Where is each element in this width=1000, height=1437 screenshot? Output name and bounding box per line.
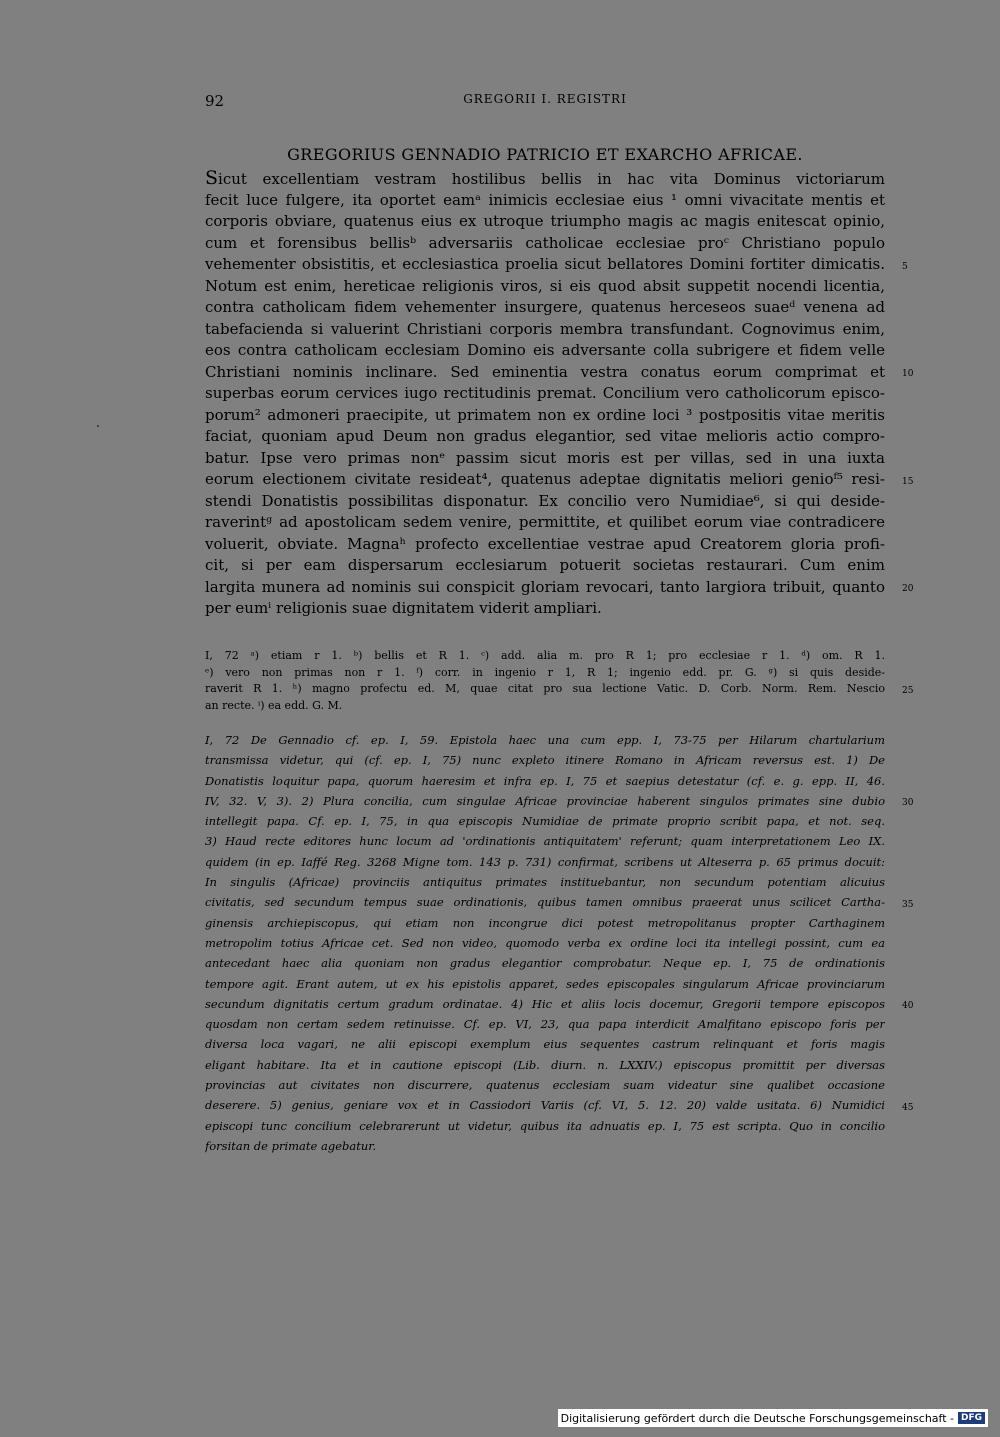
commentary-line: civitatis, sed secundum tempus suae ordinationis, quibus tamen omnibus praeerat unus scilicet Cartha- — [205, 895, 885, 910]
commentary-line: IV, 32. V, 3). 2) Plura concilia, cum singulae Africae provinciae haberent singulos primates sine dubio — [205, 793, 885, 808]
commentary-line: intellegit papa. Cf. ep. I, 75, in qua episcopis Numidiae de primate proprio scribit papa, et not. seq. — [205, 814, 885, 829]
body-line: stendi Donatistis possibilitas disponatur. Ex concilio vero Numidiae⁶, si qui deside- — [205, 491, 885, 510]
body-line: corporis obviare, quatenus eius ex utroque triumpho magis ac magis enitescat opinio, — [205, 212, 885, 230]
body-line: Notum est enim, hereticae religionis viros, si eis quod absit suppetit nocendi licentia, — [205, 276, 885, 295]
commentary-line: eligant habitare. Ita et in cautione episcopi (Lib. diurn. n. LXXIV.) episcopus promittit per diversas — [205, 1057, 885, 1072]
margin-line-number: 30 — [902, 798, 914, 808]
body-line: porum² admoneri praecipite, ut primatem non ex ordine loci ³ postpositis vitae meritis — [205, 405, 885, 424]
margin-line-number: 35 — [902, 899, 914, 910]
commentary-line: 3) Haud recte editores hunc locum ad 'ordinationis antiquitatem' referunt; quam interpretationem Leo IX. — [205, 834, 885, 849]
initial-letter: S — [205, 168, 219, 189]
body-line: vehementer obsistitis, et ecclesiastica proelia sicut bellatores Domini fortiter dimicatis. — [205, 255, 885, 273]
body-line: eos contra catholicam ecclesiam Domino eis adversante colla subrigere et fidem velle — [205, 341, 885, 359]
body-line: Sicut excellentiam vestram hostilibus bellis in hac vita Dominus victoriarum — [205, 168, 885, 189]
commentary-line: Donatistis loquitur papa, quorum haeresim et infra ep. I, 75 et saepius detestatur (cf. e. g. epp. II, 46. — [205, 773, 885, 788]
commentary-line: episcopi tunc concilium celebrarerunt ut videtur, quibus ita adnuatis ep. I, 75 est scripta. Quo in concilio — [205, 1118, 885, 1133]
commentary-line: diversa loca vagari, ne alii episcopi exemplum eius sequentes castrum relinquant et foris magis — [205, 1037, 885, 1052]
margin-line-number: 5 — [902, 261, 908, 272]
margin-line-number: 25 — [902, 686, 914, 696]
body-line: per eumⁱ religionis suae dignitatem viderit ampliari. — [205, 599, 602, 617]
margin-line-number: 10 — [902, 369, 914, 380]
commentary-line: quidem (in ep. Iaffé Reg. 3268 Migne tom. 143 p. 731) confirmat, scribens ut Alteserra p. 65 primus docuit: — [205, 854, 885, 869]
commentary-line: transmissa videtur, qui (cf. ep. I, 75) nunc expleto itinere Romano in Africam reversus est. 1) De — [205, 753, 885, 768]
apparatus-line: raverit R 1. ʰ) magno profectu ed. M, quae citat pro sua lectione Vatic. D. Corb. Norm. Rem. Nescio — [205, 682, 885, 695]
dfg-logo: DFG — [958, 1412, 985, 1424]
body-line: cum et forensibus bellisᵇ adversariis catholicae ecclesiae proᶜ Christiano populo — [205, 233, 885, 252]
footer-credit-text: Digitalisierung gefördert durch die Deutsche Forschungsgemeinschaft - — [560, 1411, 954, 1425]
commentary-line: I, 72 De Gennadio cf. ep. I, 59. Epistola haec una cum epp. I, 73-75 per Hilarum chartularium — [205, 733, 885, 747]
commentary-line: ginensis archiepiscopus, qui etiam non incongrue dici potest metropolitanus propter Carthaginem — [205, 915, 885, 930]
body-line: cit, si per eam dispersarum ecclesiarum potuerit societas restaurari. Cum enim — [205, 556, 885, 574]
body-line: fecit luce fulgere, ita oportet eamᵃ inimicis ecclesiae eius ¹ omni vivacitate mentis et — [205, 190, 885, 209]
margin-line-number: 40 — [902, 1001, 914, 1011]
apparatus-line: an recte. ⁱ) ea edd. G. M. — [205, 698, 343, 712]
margin-line-number: 20 — [902, 584, 914, 595]
body-line: tabefacienda si valuerint Christiani corporis membra transfundant. Cognovimus enim, — [205, 319, 885, 338]
body-line: largita munera ad nominis sui conspicit gloriam revocari, tanto largiora tribuit, quanto — [205, 577, 885, 596]
margin-line-number: 45 — [902, 1102, 914, 1113]
commentary-line: forsitan de primate agebatur. — [205, 1138, 377, 1153]
commentary-line: quosdam non certam sedem retinuisse. Cf. ep. VI, 23, qua papa interdicit Amalfitano episcopo foris per — [205, 1017, 885, 1032]
commentary-line: secundum dignitatis certum gradum ordinatae. 4) Hic et aliis locis docemur, Gregorii tempore episcopos — [205, 996, 885, 1011]
apparatus-line: ᵉ) vero non primas non r 1. ᶠ) corr. in ingenio r 1, R 1; ingenio edd. pr. G. ᵍ) si quis deside- — [205, 665, 885, 679]
commentary-line: antecedant haec alia quoniam non gradus elegantior comprobatur. Neque ep. I, 75 de ordinationis — [205, 956, 885, 971]
letter-body — [205, 168, 885, 620]
body-line: faciat, quoniam apud Deum non gradus elegantior, sed vitae melioris actio compro- — [205, 427, 885, 445]
body-line: batur. Ipse vero primas nonᵉ passim sicut moris est per villas, sed in una iuxta — [205, 448, 885, 467]
body-line: Christiani nominis inclinare. Sed eminentia vestra conatus eorum comprimat et — [205, 362, 885, 381]
body-line: superbas eorum cervices iugo rectitudinis premat. Concilium vero catholicorum episco- — [205, 384, 885, 402]
commentary-notes — [205, 730, 885, 1156]
body-line: contra catholicam fidem vehementer insurgere, quatenus herceseos suaeᵈ venena ad — [205, 298, 885, 316]
body-line: eorum electionem civitate resideat⁴, quatenus adeptae dignitatis meliori genioᶠ⁵ resi- — [205, 470, 885, 488]
page-header — [205, 92, 885, 112]
scan-speck — [97, 425, 99, 427]
running-head: GREGORII I. REGISTRI — [463, 92, 627, 106]
commentary-line: In singulis (Africae) provinciis antiquitus primates instituebantur, non secundum potentiam alicuius — [205, 875, 885, 890]
letter-title: GREGORIUS GENNADIO PATRICIO ET EXARCHO AFRICAE. — [287, 145, 803, 164]
margin-line-number: 15 — [902, 476, 914, 487]
critical-apparatus — [205, 648, 885, 714]
body-line: raverintᵍ ad apostolicam sedem venire, permittite, et quilibet eorum viae contradicere — [205, 513, 885, 531]
commentary-line: provincias aut civitates non discurrere, quatenus ecclesiam suam videatur sine qualibet occasione — [205, 1078, 885, 1093]
commentary-line: tempore agit. Erant autem, ut ex his epistolis apparet, sedes episcopales singularum Africae provinciarum — [205, 976, 885, 991]
footer-credit — [558, 1409, 988, 1427]
page-number: 92 — [205, 92, 225, 110]
body-line: voluerit, obviate. Magnaʰ profecto excellentiae vestrae apud Creatorem gloria profi- — [205, 534, 885, 553]
apparatus-line: I, 72 ᵃ) etiam r 1. ᵇ) bellis et R 1. ᶜ) add. alia m. pro R 1; pro ecclesiae r 1. ᵈ) om. R 1. — [205, 649, 885, 662]
commentary-line: metropolim totius Africae cet. Sed non video, quomodo verba ex ordine loci ita intellegi possint, cum ea — [205, 935, 885, 950]
commentary-line: deserere. 5) genius, geniare vox et in Cassiodori Variis (cf. VI, 5. 12. 20) valde usitata. 6) Numidici — [205, 1098, 885, 1113]
